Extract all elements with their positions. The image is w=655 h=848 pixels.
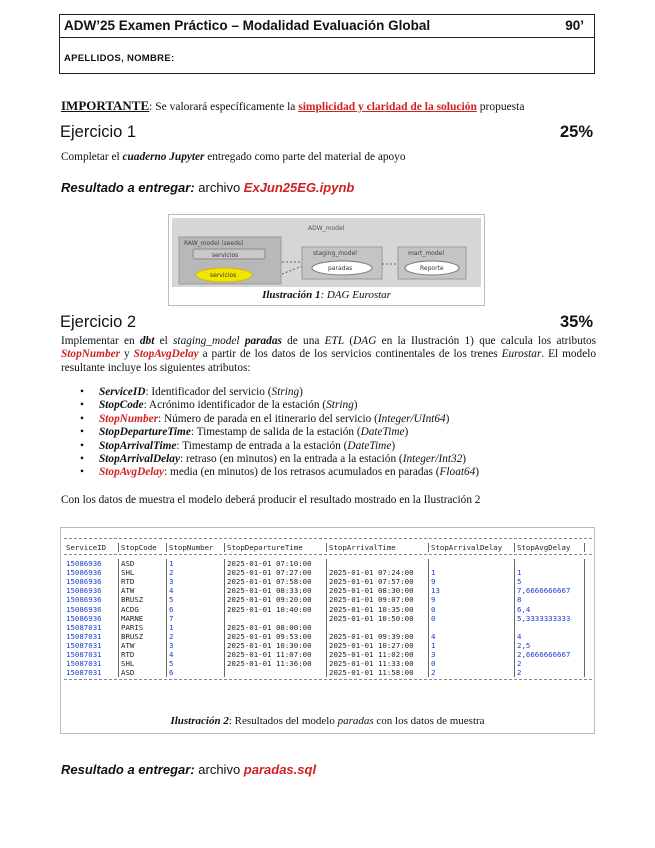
bullet-icon: • (80, 426, 84, 439)
ex2-text-17: . El modelo resultante incluye los siguientes atributos: (61, 348, 597, 374)
table-cell: 2025-01-01 11:36:00 (225, 659, 327, 668)
table-cell: 9 (429, 595, 515, 604)
table-cell: 4 (167, 650, 225, 659)
table-row (64, 668, 592, 677)
ex2-text-13: y (120, 348, 134, 361)
table-cell: 7,6666666667 (515, 586, 585, 595)
attribute-list (79, 386, 479, 480)
ex2-deliver-mid: archivo (194, 762, 244, 777)
exercise-2-weight: 35% (559, 313, 593, 331)
attribute-name: StopAvgDelay (99, 466, 165, 479)
dag-seed-label: servicios (212, 252, 239, 259)
fig2-caption-end: con los datos de muestra (373, 715, 485, 727)
attribute-name: StopArrivalDelay (99, 453, 180, 466)
dag-seeds-group-label: RAW_model (seeds) (184, 240, 244, 247)
table-cell: 4 (515, 632, 585, 641)
table-cell: 2025-01-01 10:30:00 (225, 641, 327, 650)
table-cell: MARNE (119, 614, 167, 623)
attribute-item (79, 386, 479, 399)
table-cell: ASD (119, 668, 167, 677)
table-cell: 1 (167, 623, 225, 632)
table-cell: SHL (119, 659, 167, 668)
bullet-icon: • (80, 386, 84, 398)
ex2-stopavgdelay: StopAvgDelay (133, 348, 199, 361)
table-cell: 8 (515, 595, 585, 604)
attribute-item (79, 413, 479, 426)
table-cell: ATW (119, 586, 167, 595)
bullet-icon: • (80, 466, 84, 479)
table-cell: 4 (429, 632, 515, 641)
table-cell: 5 (167, 595, 225, 604)
table-cell: 15086936 (64, 586, 119, 595)
table-cell: 2,5 (515, 641, 585, 650)
ex1-text-b: entregado como parte del material de apoyo (204, 151, 406, 163)
table-header-row (64, 543, 592, 552)
table-cell: 3 (167, 641, 225, 650)
table-cell: 2025-01-01 08:00:00 (225, 623, 327, 632)
table-cell: 0 (429, 614, 515, 623)
attribute-desc: media (en minutos) de los retrasos acumulados en paradas ( (170, 466, 440, 479)
table-cell: 15087031 (64, 632, 119, 641)
table-cell: 2025-01-01 07:24:00 (327, 568, 429, 577)
bullet-icon: • (80, 453, 84, 466)
table-cell: 15086936 (64, 605, 119, 614)
table-cell (515, 623, 585, 632)
table-cell (515, 559, 585, 568)
attribute-name: StopNumber (99, 412, 159, 425)
table-row (64, 632, 592, 641)
table-cell: 2025-01-01 11:02:00 (327, 650, 429, 659)
dag-mart-node-label: Reporte (420, 265, 444, 272)
figure-2-results (60, 527, 595, 734)
table-rule (64, 679, 592, 683)
dag-diagram (172, 218, 481, 287)
ex1-text-a: Completar el (61, 151, 123, 163)
attribute-item (79, 399, 479, 412)
table-cell: 15087031 (64, 623, 119, 632)
attribute-name: StopDepartureTime (99, 426, 191, 439)
attribute-sep: : (143, 399, 149, 412)
table-cell: 5 (167, 659, 225, 668)
attribute-name: StopArrivalTime (99, 439, 177, 452)
table-cell: ATW (119, 641, 167, 650)
attribute-end: ) (391, 439, 396, 452)
attribute-type: String (271, 386, 300, 398)
attribute-sep: : (179, 453, 186, 466)
table-cell: 15086936 (64, 568, 119, 577)
table-cell: 1 (429, 568, 515, 577)
attribute-desc: retraso (en minutos) en la entrada a la estación ( (185, 453, 403, 466)
important-text-before: : Se valorará específicamente la (149, 101, 299, 113)
ex2-text-3: el (154, 335, 174, 347)
table-cell: 2,6666666667 (515, 650, 585, 659)
dag-source-label: servicios (210, 272, 237, 279)
table-cell: 2 (515, 668, 585, 677)
table-cell: 7 (167, 614, 225, 623)
attribute-item (79, 453, 479, 466)
table-cell: 9 (429, 577, 515, 586)
table-cell: 5 (515, 577, 585, 586)
attribute-item (79, 426, 479, 439)
header-divider (60, 37, 594, 38)
table-cell: ASD (119, 559, 167, 568)
table-cell: 2025-01-01 07:58:00 (225, 577, 327, 586)
table-row (64, 641, 592, 650)
ex2-deliver-label: Resultado a entregar: (61, 762, 195, 777)
exercise-2-sample-text: Con los datos de muestra el modelo deberá producir el resultado mostrado en la Ilustración 2 (61, 494, 481, 506)
fig2-caption-it: paradas (337, 715, 374, 727)
attribute-sep: : (176, 439, 183, 452)
ex1-notebook: cuaderno Jupyter (122, 151, 205, 163)
fig2-caption-bold: Ilustración 2 (170, 715, 229, 727)
table-cell (225, 668, 327, 677)
table-cell: 2025-01-01 10:50:00 (327, 614, 429, 623)
results-table (64, 536, 592, 710)
attribute-sep: : (145, 386, 152, 398)
table-row (64, 595, 592, 604)
bullet-icon: • (80, 412, 84, 425)
table-row (64, 559, 592, 568)
table-row (64, 577, 592, 586)
ex2-text-11: en la Ilustración 1) que calcula los atributos (376, 335, 596, 347)
attribute-end: ) (445, 412, 450, 425)
table-cell: 0 (429, 605, 515, 614)
table-cell: 15087031 (64, 659, 119, 668)
table-rule (64, 554, 592, 558)
table-cell: 2025-01-01 09:53:00 (225, 632, 327, 641)
attribute-type: Integer/Int32 (402, 453, 463, 466)
ex2-text-9: ( (344, 335, 354, 347)
attribute-end: ) (475, 466, 480, 479)
figure-1-dag (168, 214, 485, 306)
attribute-desc: Acrónimo identificador de la estación ( (148, 399, 327, 412)
ex2-staging-model: staging_model (173, 335, 240, 347)
ex2-stopnumber: StopNumber (61, 348, 121, 361)
table-cell: 15087031 (64, 641, 119, 650)
attribute-sep: : (158, 412, 164, 425)
attribute-type: Integer/UInt64 (377, 412, 446, 425)
table-cell: 2025-01-01 07:27:00 (225, 568, 327, 577)
attribute-name: ServiceID (99, 386, 146, 398)
exercise-2-statement (61, 335, 596, 375)
table-cell: 2025-01-01 09:20:00 (225, 595, 327, 604)
table-cell: 2 (515, 659, 585, 668)
table-cell: 0 (429, 659, 515, 668)
table-cell: 2025-01-01 09:39:00 (327, 632, 429, 641)
ex2-etl: ETL (324, 335, 345, 347)
table-header-cell: StopNumber (167, 543, 225, 552)
table-cell: 3 (429, 650, 515, 659)
ex1-deliver-label: Resultado a entregar: (61, 180, 195, 195)
table-row (64, 568, 592, 577)
table-cell: 4 (167, 586, 225, 595)
table-row (64, 586, 592, 595)
table-cell: PARIS (119, 623, 167, 632)
table-cell: RTD (119, 650, 167, 659)
dag-mart-label: mart_model (408, 250, 445, 257)
attribute-sep: : (164, 466, 171, 479)
exercise-2-title: Ejercicio 2 (60, 313, 137, 331)
attribute-end: ) (299, 386, 303, 398)
bullet-icon: • (80, 399, 84, 412)
table-cell: BRUSZ (119, 595, 167, 604)
ex2-eurostar: Eurostar (501, 348, 542, 361)
ex2-deliver-file: paradas.sql (243, 762, 317, 777)
table-cell (225, 614, 327, 623)
table-header-cell: StopArrivalDelay (429, 543, 515, 552)
important-lead: IMPORTANTE (61, 98, 150, 113)
table-cell: 5,3333333333 (515, 614, 585, 623)
table-cell: 1 (515, 568, 585, 577)
table-cell (429, 559, 515, 568)
attribute-end: ) (462, 453, 467, 466)
attribute-desc: Número de parada en el itinerario del servicio ( (163, 412, 378, 425)
table-cell (327, 559, 429, 568)
table-cell: 2025-01-01 11:58:00 (327, 668, 429, 677)
attribute-name: StopCode (99, 399, 144, 412)
fig1-caption-bold: Ilustración 1 (262, 289, 321, 301)
table-header-cell: ServiceID (64, 543, 119, 552)
ex2-dag: DAG (353, 335, 377, 347)
ex1-deliver-file: ExJun25EG.ipynb (243, 180, 355, 195)
attribute-type: String (326, 399, 354, 412)
table-cell: 2025-01-01 08:30:00 (327, 586, 429, 595)
ex1-deliver-mid: archivo (194, 180, 244, 195)
table-row (64, 659, 592, 668)
table-row (64, 605, 592, 614)
table-cell: 1 (429, 641, 515, 650)
table-row (64, 650, 592, 659)
table-cell: 15086936 (64, 595, 119, 604)
table-cell: 3 (167, 577, 225, 586)
table-cell: RTD (119, 577, 167, 586)
table-cell: 2025-01-01 08:33:00 (225, 586, 327, 595)
exercise-2-deliverable (61, 762, 316, 777)
table-cell: 2025-01-01 07:57:00 (327, 577, 429, 586)
dag-title: ADW_model (308, 225, 345, 232)
attribute-item (79, 466, 479, 479)
important-text-after: propuesta (476, 101, 525, 113)
attribute-desc: Timestamp de salida de la estación ( (196, 426, 361, 439)
attribute-end: ) (404, 426, 409, 439)
attribute-type: Float64 (439, 466, 476, 479)
table-cell: 15087031 (64, 650, 119, 659)
table-row (64, 614, 592, 623)
table-cell (327, 623, 429, 632)
fig1-caption-rest: : DAG Eurostar (320, 289, 391, 301)
dag-staging-label: staging_model (313, 250, 357, 257)
figure-1-caption (169, 289, 484, 301)
table-cell: 6,4 (515, 605, 585, 614)
exercise-1-deliverable (61, 180, 354, 195)
exam-header (59, 14, 595, 74)
table-cell: 1 (167, 559, 225, 568)
attribute-type: DateTime (360, 426, 405, 439)
table-cell: 2 (167, 632, 225, 641)
attribute-sep: : (190, 426, 197, 439)
table-cell: 2025-01-01 07:10:00 (225, 559, 327, 568)
table-cell: 2 (167, 568, 225, 577)
table-row (64, 623, 592, 632)
figure-2-caption (61, 715, 594, 727)
table-cell: 15086936 (64, 577, 119, 586)
table-cell: BRUSZ (119, 632, 167, 641)
attribute-end: ) (353, 399, 358, 412)
table-cell: 2025-01-01 10:27:00 (327, 641, 429, 650)
table-cell: 6 (167, 605, 225, 614)
ex2-dbt: dbt (139, 335, 155, 347)
table-cell: 2 (429, 668, 515, 677)
table-cell: SHL (119, 568, 167, 577)
exercise-1-weight: 25% (559, 123, 593, 141)
table-cell (429, 623, 515, 632)
table-cell: ACDG (119, 605, 167, 614)
table-header-cell: StopCode (119, 543, 167, 552)
dag-staging-node-label: paradas (328, 265, 353, 272)
ex2-text-15: a partir de los datos de los servicios continentales de los trenes (198, 348, 502, 361)
table-cell: 2025-01-01 11:33:00 (327, 659, 429, 668)
name-field-label: APELLIDOS, NOMBRE: (64, 53, 175, 64)
table-header-cell: StopAvgDelay (515, 543, 585, 552)
exam-duration: 90’ (565, 18, 584, 33)
table-cell: 15086936 (64, 614, 119, 623)
ex2-text-7: de una (281, 335, 325, 347)
exercise-1-statement (61, 151, 596, 164)
attribute-desc: Timestamp de entrada a la estación ( (182, 439, 348, 452)
attribute-desc: Identificador del servicio ( (151, 386, 272, 398)
bullet-icon: • (80, 439, 84, 452)
important-highlight: simplicidad y claridad de la solución (298, 101, 477, 113)
ex2-paradas: paradas (244, 335, 282, 347)
table-cell: 2025-01-01 10:35:00 (327, 605, 429, 614)
exercise-1-title: Ejercicio 1 (60, 123, 137, 141)
table-cell: 15087031 (64, 668, 119, 677)
table-header-cell: StopArrivalTime (327, 543, 429, 552)
table-cell: 6 (167, 668, 225, 677)
ex2-text-1: Implementar en (61, 335, 140, 347)
attribute-item (79, 440, 479, 453)
table-rule (64, 538, 592, 542)
important-note (61, 98, 524, 114)
exam-title: ADW’25 Examen Práctico – Modalidad Evaluación Global (64, 18, 431, 33)
fig2-caption-mid: : Resultados del modelo (228, 715, 338, 727)
table-cell: 2025-01-01 10:40:00 (225, 605, 327, 614)
table-cell: 2025-01-01 09:07:00 (327, 595, 429, 604)
table-cell: 13 (429, 586, 515, 595)
attribute-type: DateTime (347, 439, 392, 452)
table-cell: 15086936 (64, 559, 119, 568)
table-cell: 2025-01-01 11:07:00 (225, 650, 327, 659)
table-header-cell: StopDepartureTime (225, 543, 327, 552)
